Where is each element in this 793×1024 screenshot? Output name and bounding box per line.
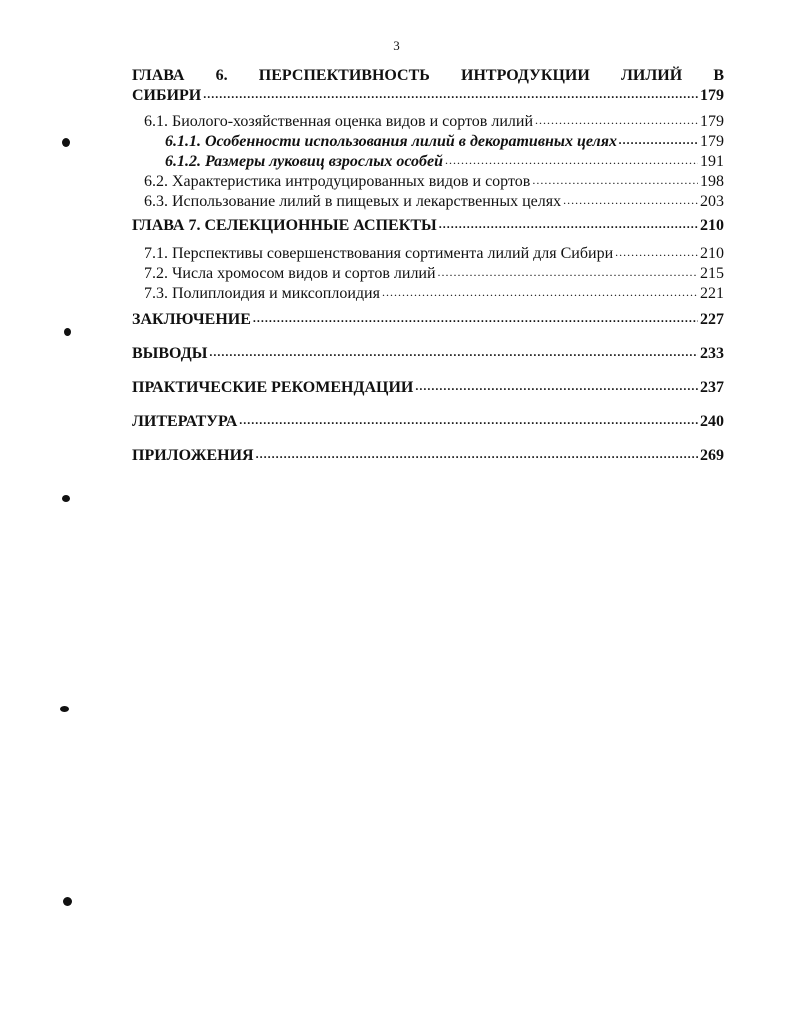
toc-entry-label: 7.1. Перспективы совершенствования сортимента лилий для Сибири [144,245,614,262]
leader-dots [619,130,698,150]
toc-entry-6-3[interactable] [144,192,724,212]
toc-entry-page: 215 [700,265,724,282]
chapter-7-page: 210 [700,217,724,234]
toc-entry-page: 221 [700,285,724,302]
toc-entry-appendices[interactable] [132,447,724,465]
toc-entry-6-2[interactable] [144,172,724,192]
toc-entry-label: 6.1.2. Размеры луковиц взрослых особей [165,153,443,170]
scan-speck [62,138,70,147]
leader-dots [615,242,698,262]
toc-entry-page: 179 [700,133,724,150]
leader-dots [203,84,698,104]
toc-entry-page: 191 [700,153,724,170]
toc-entry-label: 7.3. Полиплоидия и миксоплоидия [144,285,380,302]
toc-entry-6-1-2[interactable] [165,152,724,172]
chapter-6-title-label: СИБИРИ [132,87,202,104]
toc-entry-label: 6.3. Использование лилий в пищевых и лекарственных целях [144,193,562,210]
toc-entry-label: ПРИЛОЖЕНИЯ [132,447,254,464]
leader-dots [256,447,698,462]
toc-entry-findings[interactable] [132,345,724,363]
leader-dots [415,379,698,394]
chapter-6-page: 179 [700,87,724,104]
leader-dots [439,217,698,232]
leader-dots [535,110,698,130]
chapter-6-title-line1: ГЛАВА 6. ПЕРСПЕКТИВНОСТЬ ИНТРОДУКЦИИ ЛИЛИЙ В [132,67,724,84]
toc-entry-7-2[interactable] [144,264,724,284]
leader-dots [209,345,698,360]
chapter-6-sections [132,112,724,212]
scan-speck [63,897,72,906]
toc-entry-page: 240 [700,413,724,430]
toc-entry-conclusion[interactable] [132,311,724,329]
page-number: 3 [393,38,400,53]
leader-dots [239,413,698,428]
leader-dots [445,150,698,170]
toc-entry-7-1[interactable] [144,244,724,264]
toc-entry-literature[interactable] [132,413,724,431]
toc-entry-page: 179 [700,113,724,130]
toc-entry-label: ЛИТЕРАТУРА [132,413,238,430]
toc-entry-label: ЗАКЛЮЧЕНИЕ [132,311,251,328]
toc-entry-page: 233 [700,345,724,362]
toc-entry-label: 7.2. Числа хромосом видов и сортов лилий [144,265,436,282]
toc-entry-6-1-1[interactable] [165,132,724,152]
chapter-7-title[interactable] [132,217,724,235]
toc-entry-label: 6.1. Биолого-хозяйственная оценка видов и сортов лилий [144,113,534,130]
leader-dots [253,311,698,326]
toc-entry-page: 227 [700,311,724,328]
toc-entry-6-1[interactable] [144,112,724,132]
chapter-6 [132,66,724,106]
scan-speck [60,706,69,712]
leader-dots [532,170,698,190]
leader-dots [438,262,698,282]
toc-entry-label: 6.1.1. Особенности использования лилий в декоративных целях [165,133,618,150]
chapter-6-title-line2[interactable] [132,86,724,106]
scan-speck [62,495,70,502]
toc-entry-page: 269 [700,447,724,464]
toc-entry-page: 210 [700,245,724,262]
toc-entry-label: 6.2. Характеристика интродуцированных видов и сортов [144,173,531,190]
toc-entry-page: 237 [700,379,724,396]
toc-entry-recommendations[interactable] [132,379,724,397]
toc-entry-7-3[interactable] [144,284,724,304]
leader-dots [382,282,698,302]
toc-entry-page: 198 [700,173,724,190]
leader-dots [563,190,698,210]
scan-speck [64,328,71,336]
chapter-7-title-label: ГЛАВА 7. СЕЛЕКЦИОННЫЕ АСПЕКТЫ [132,217,437,234]
toc-entry-page: 203 [700,193,724,210]
toc-entry-label: ВЫВОДЫ [132,345,208,362]
toc-entry-label: ПРАКТИЧЕСКИЕ РЕКОМЕНДАЦИИ [132,379,414,396]
chapter-7-sections [132,244,724,304]
